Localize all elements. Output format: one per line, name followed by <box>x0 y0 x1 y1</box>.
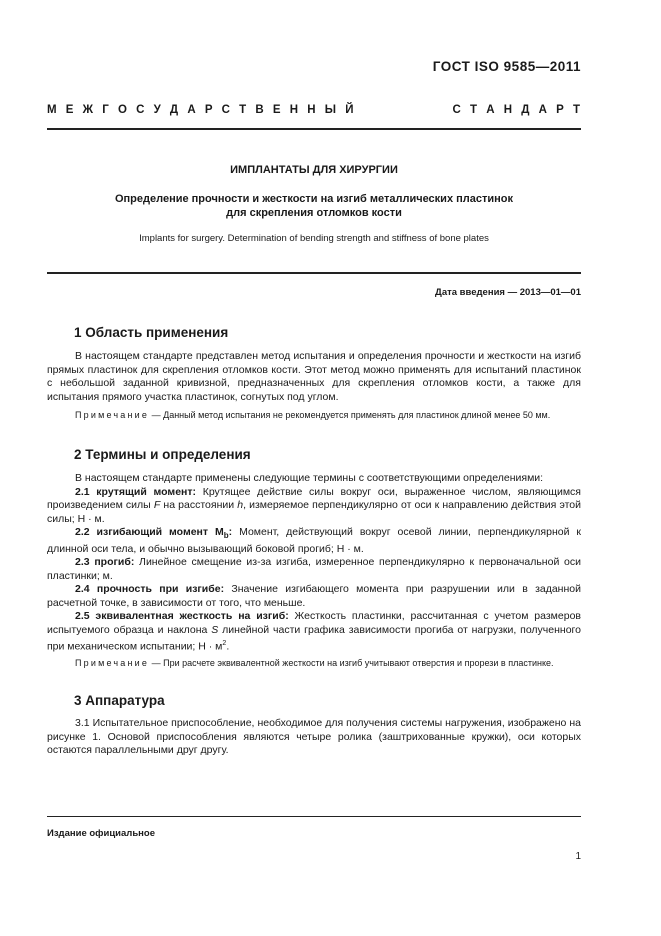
term-2-1 <box>47 486 581 527</box>
introduction-date: Дата введения — 2013—01—01 <box>435 287 581 298</box>
section-3-paragraph: 3.1 Испытательное приспособление, необходимое для получения системы нагружения, изображено на рисунке 1. Основой приспособления являются четыре ролика (заштрихованные кружки), оси которых остаются параллельными друг другу. <box>47 717 581 756</box>
term-2-1-text-c: , измеряемое перпендикулярно от оси к направлению действия этой силы; Н · м. <box>47 499 581 525</box>
section-1-heading: 1 Область применения <box>74 325 229 340</box>
term-2-4 <box>47 583 581 610</box>
banner-word-2: С Т А Н Д А Р Т <box>452 104 581 116</box>
subtitle-line-1: Определение прочности и жесткости на изгиб металлических пластинок <box>114 193 514 205</box>
term-2-5-text-b: линейной части графика зависимости прогиба от нагрузки, полученного при механическом испытании; Н · м <box>47 623 581 653</box>
term-2-1-label: 2.1 крутящий момент: <box>75 485 197 498</box>
page-number: 1 <box>575 851 581 862</box>
note-text: — Данный метод испытания не рекомендуется применять для пластинок длиной менее 50 мм. <box>149 410 551 420</box>
document-title: ИМПЛАНТАТЫ ДЛЯ ХИРУРГИИ <box>230 164 398 176</box>
standard-type-banner <box>47 104 581 116</box>
term-2-2-colon: : <box>228 526 233 538</box>
header-rule <box>47 128 581 130</box>
term-2-5-text: Жесткость пластинки, рассчитанная с учетом размеров испытуемого образца и наклона <box>47 610 581 636</box>
term-2-3-label: 2.3 прогиб: <box>75 556 135 569</box>
symbol-s: S <box>211 623 219 636</box>
footer-rule <box>47 816 581 817</box>
symbol-h: h <box>237 499 244 511</box>
title-rule <box>47 272 581 274</box>
section-2-heading: 2 Термины и определения <box>74 447 251 462</box>
subtitle-line-2: для скрепления отломков кости <box>226 206 402 219</box>
term-2-5 <box>47 610 581 654</box>
section-2-intro: В настоящем стандарте применены следующие термины с соответствующими определениями: <box>75 472 544 484</box>
term-2-5-end: . <box>226 640 230 653</box>
edition-label: Издание официальное <box>47 828 155 839</box>
section-2-note <box>47 657 581 669</box>
section-1-paragraph: В настоящем стандарте представлен метод испытания и определения прочности и жесткости на изгиб прямых пластинок для скрепления отломков кости. Этот метод можно применять для испытаний пластинок с небольшой заданной кривизной, предназначенных для скрепления отломков кости, а также для испытания прямого участка пластинок, согнутых под углом. <box>47 350 581 403</box>
standard-id: ГОСТ ISO 9585—2011 <box>432 59 581 74</box>
section-3-body <box>47 717 581 758</box>
banner-word-1: М Е Ж Г О С У Д А Р С Т В Е Н Н Ы Й <box>47 104 355 116</box>
english-title: Implants for surgery. Determination of bending strength and stiffness of bone plates <box>139 233 489 244</box>
term-2-3-text: Линейное смещение из-за изгиба, измеренное перпендикулярно к первоначальной оси пластинки; м. <box>47 556 581 582</box>
term-2-2-text: Момент, действующий вокруг осевой линии, перпендикулярной к длинной оси тела, и обычно вызывающий боковой прогиб; Н · м. <box>47 526 582 555</box>
term-2-2-subscript: b <box>223 531 229 541</box>
term-2-4-text: Значение изгибающего момента при разрушении или в заданной расчетной точке, в зависимости от того, что меньше. <box>47 583 581 609</box>
note-text: — При расчете эквивалентной жесткости на изгиб учитывают отверстия и прорези в пластинке. <box>149 658 554 668</box>
unit-superscript: 2 <box>222 640 227 648</box>
term-2-3 <box>47 556 581 583</box>
term-2-2-name: 2.2 изгибающий момент M <box>75 526 224 538</box>
document-subtitle <box>47 193 581 220</box>
term-2-2 <box>47 526 581 556</box>
section-1-note <box>47 409 581 421</box>
term-2-1-text: Крутящее действие силы вокруг оси, выраженное числом, являющимся произведением силы <box>47 485 581 511</box>
term-2-2-label <box>75 526 233 541</box>
section-2-body <box>47 472 581 654</box>
term-2-5-label: 2.5 эквивалентная жесткость на изгиб: <box>75 610 289 623</box>
symbol-f: F <box>153 499 161 511</box>
section-1-body <box>47 350 581 404</box>
note-label: Примечание <box>75 658 150 668</box>
term-2-1-text-b: на расстоянии <box>160 499 238 511</box>
section-3-heading: 3 Аппаратура <box>74 693 165 708</box>
note-label: Примечание <box>75 410 150 420</box>
term-2-4-label: 2.4 прочность при изгибе: <box>75 583 225 596</box>
